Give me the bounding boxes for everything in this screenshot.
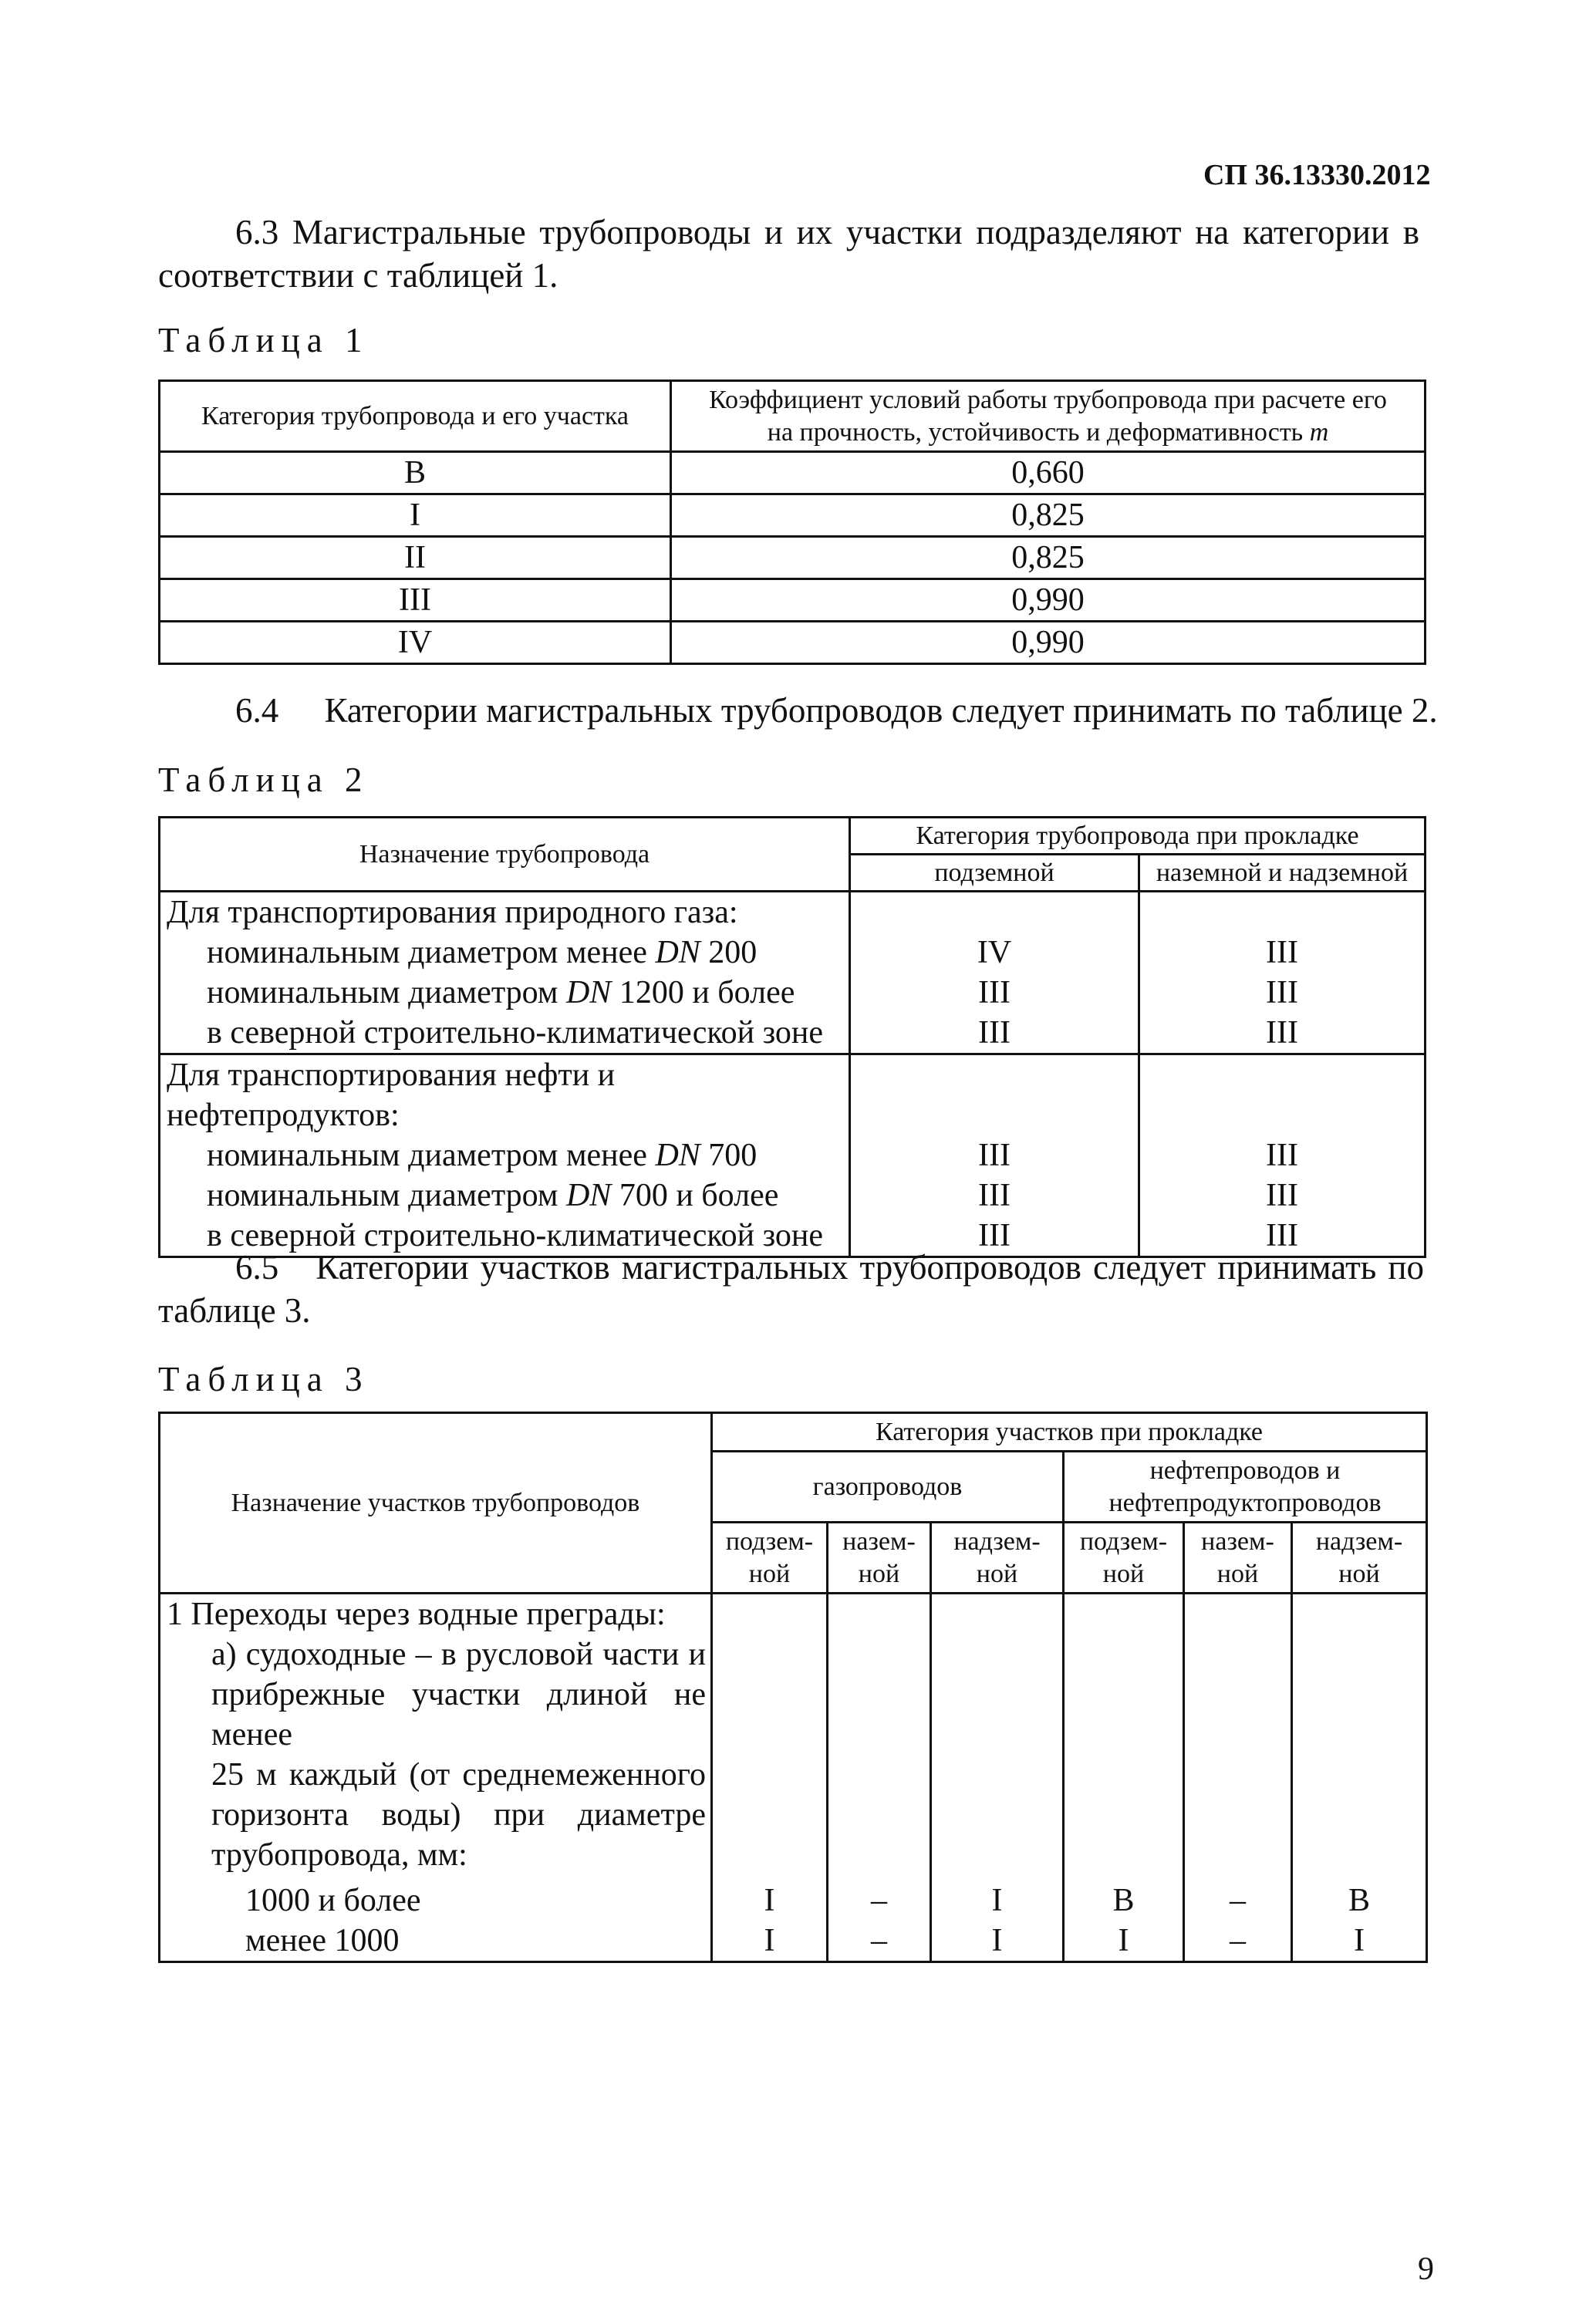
table1-col2-header-line2: на прочность, устойчивость и деформативность	[767, 417, 1304, 447]
table1-value: 0,990	[671, 579, 1426, 622]
table2-underground: III	[850, 1013, 1139, 1054]
subheader-line1: назем-	[842, 1526, 916, 1556]
table1-category: II	[160, 537, 671, 579]
table3-cell: –	[1184, 1921, 1292, 1962]
subheader-line2: ной	[976, 1559, 1018, 1588]
table-row	[160, 1881, 1427, 1921]
paragraph-6-5-text	[158, 1246, 1424, 1332]
table2-underground: IV	[850, 933, 1139, 973]
table2-underground: III	[850, 973, 1139, 1013]
table-row	[160, 973, 1426, 1013]
table1-category: I	[160, 494, 671, 537]
paragraph-6-5	[158, 1246, 1424, 1332]
paragraph-6-4-number: 6.4	[235, 691, 279, 730]
table2-row-label: в северной строительно-климатической зоне	[160, 1216, 850, 1257]
table-2	[158, 816, 1426, 1258]
paragraph-6-3-text: 6.3 Магистральные трубопроводы и их участки подразделяют на категории в соответствии с таблицей 1.	[158, 213, 1419, 295]
table3-section-title: 1 Переходы через водные преграды:	[167, 1597, 666, 1632]
table3-gas-header: газопроводов	[712, 1452, 1064, 1523]
table3-subheader	[1184, 1523, 1292, 1594]
row-label-prefix: номинальным диаметром менее	[207, 1138, 656, 1173]
table3-desc-line: 25 м каждый (от среднемеженного	[211, 1757, 706, 1793]
subheader-line1: подзем-	[725, 1526, 814, 1556]
row-label-prefix: номинальным диаметром	[207, 975, 566, 1010]
row-label-prefix: номинальным диаметром	[207, 1178, 566, 1213]
table3-cell: I	[712, 1881, 828, 1921]
table3-row-label: 1000 и более	[160, 1881, 712, 1921]
table3-col1-header: Назначение участков трубопроводов	[160, 1413, 712, 1594]
table3-cell: I	[931, 1881, 1064, 1921]
table2-group-header: Категория трубопровода при прокладке	[850, 818, 1426, 855]
table1-col1-header: Категория трубопровода и его участка	[160, 381, 671, 452]
table-row	[160, 1176, 1426, 1216]
table2-above: III	[1139, 933, 1426, 973]
table3-oil-header	[1064, 1452, 1427, 1523]
subheader-line1: надзем-	[953, 1526, 1041, 1556]
table3-subheader	[1064, 1523, 1184, 1594]
table3-cell: –	[1184, 1881, 1292, 1921]
table1-label: Таблица 1	[158, 321, 369, 359]
table2-subheader-above: наземной и надземной	[1139, 855, 1426, 892]
table-row	[160, 1135, 1426, 1176]
row-label-prefix: номинальным диаметром менее	[207, 935, 656, 970]
table3-cell: –	[828, 1921, 931, 1962]
row-label-suffix: 1200 и более	[611, 975, 795, 1010]
dn-symbol: DN	[655, 1138, 700, 1173]
table-row	[160, 1013, 1426, 1054]
table2-above: III	[1139, 1135, 1426, 1176]
table3-cell: В	[1292, 1881, 1427, 1921]
table-row	[160, 622, 1426, 664]
table-3	[158, 1412, 1428, 1963]
table-row	[160, 933, 1426, 973]
table2-row-label	[160, 973, 850, 1013]
table3-group-header: Категория участков при прокладке	[712, 1413, 1427, 1452]
dn-symbol: DN	[655, 935, 700, 970]
table2-col1-header: Назначение трубопровода	[160, 818, 850, 892]
table2-row-label: в северной строительно-климатической зоне	[160, 1013, 850, 1054]
table3-label: Таблица 3	[158, 1360, 369, 1398]
table3-desc-line: прибрежные участки длиной не менее	[211, 1677, 706, 1752]
table2-underground: III	[850, 1176, 1139, 1216]
subheader-line2: ной	[1216, 1559, 1259, 1588]
table3-subheader	[828, 1523, 931, 1594]
table3-desc-line: трубопровода, мм:	[211, 1837, 467, 1873]
table1-value: 0,660	[671, 452, 1426, 494]
paragraph-6-3	[158, 211, 1419, 297]
table3-cell: I	[1064, 1921, 1184, 1962]
table2-above: III	[1139, 1216, 1426, 1257]
dn-symbol: DN	[565, 975, 612, 1010]
table2-label: Таблица 2	[158, 761, 369, 799]
row-label-suffix: 200	[700, 935, 758, 970]
table1-category: III	[160, 579, 671, 622]
table2-above: III	[1139, 1013, 1426, 1054]
table1-category: В	[160, 452, 671, 494]
table3-cell: –	[828, 1881, 931, 1921]
table2-underground: III	[850, 1135, 1139, 1176]
table2-subheader-underground: подземной	[850, 855, 1139, 892]
dn-symbol: DN	[565, 1178, 612, 1213]
table2-above: III	[1139, 973, 1426, 1013]
subheader-line1: подзем-	[1079, 1526, 1168, 1556]
table2-row-label	[160, 1176, 850, 1216]
table-row	[160, 1594, 1427, 1881]
table-1	[158, 379, 1426, 665]
subheader-line2: ной	[1102, 1559, 1145, 1588]
table-row	[160, 1921, 1427, 1962]
subheader-line2: ной	[858, 1559, 900, 1588]
subheader-line2: ной	[748, 1559, 791, 1588]
table2-row-label	[160, 933, 850, 973]
subheader-line2: ной	[1338, 1559, 1380, 1588]
row-label-suffix: 700 и более	[611, 1178, 779, 1213]
table3-subheader	[712, 1523, 828, 1594]
table3-cell: I	[712, 1921, 828, 1962]
table3-desc-line: а) судоходные – в русловой части и	[211, 1637, 706, 1672]
table3-oil-header-line2: нефтепродуктопроводов	[1108, 1488, 1382, 1517]
table2-group-title: Для транспортирования нефти и нефтепродуктов:	[160, 1054, 850, 1136]
table1-col2-header-line1: Коэффициент условий работы трубопровода при расчете его	[709, 385, 1387, 414]
document-code: СП 36.13330.2012	[1203, 159, 1431, 191]
paragraph-6-4-text: Категории магистральных трубопроводов следует принимать по таблице 2.	[324, 691, 1438, 730]
table3-subheader	[931, 1523, 1064, 1594]
page-number: 9	[1418, 2252, 1434, 2287]
table2-underground: III	[850, 1216, 1139, 1257]
table-row	[160, 537, 1426, 579]
table2-group-title: Для транспортирования природного газа:	[160, 892, 850, 933]
subheader-line1: назем-	[1201, 1526, 1274, 1556]
table1-col2-header	[671, 381, 1426, 452]
table3-cell: I	[1292, 1921, 1427, 1962]
row-label-suffix: 700	[700, 1138, 758, 1173]
subheader-line1: надзем-	[1315, 1526, 1403, 1556]
table1-m-symbol: m	[1309, 417, 1329, 447]
table1-value: 0,825	[671, 494, 1426, 537]
table3-cell: I	[931, 1921, 1064, 1962]
table1-value: 0,990	[671, 622, 1426, 664]
table1-category: IV	[160, 622, 671, 664]
table3-cell: В	[1064, 1881, 1184, 1921]
table-row	[160, 494, 1426, 537]
paragraph-6-4	[235, 689, 1438, 732]
table-row	[160, 1054, 1426, 1136]
table2-row-label	[160, 1135, 850, 1176]
table-row	[160, 892, 1426, 933]
table3-row-label: менее 1000	[160, 1921, 712, 1962]
paragraph-6-5-number: 6.5	[235, 1248, 279, 1287]
table-row	[160, 452, 1426, 494]
table1-value: 0,825	[671, 537, 1426, 579]
table2-above: III	[1139, 1176, 1426, 1216]
table3-description	[160, 1594, 712, 1881]
table3-oil-header-line1: нефтепроводов и	[1149, 1456, 1341, 1485]
table3-subheader	[1292, 1523, 1427, 1594]
paragraph-6-5-body: Категории участков магистральных трубопроводов следует принимать по таблице 3.	[158, 1248, 1424, 1330]
table-row	[160, 579, 1426, 622]
table3-desc-line: горизонта воды) при диаметре	[211, 1797, 706, 1833]
